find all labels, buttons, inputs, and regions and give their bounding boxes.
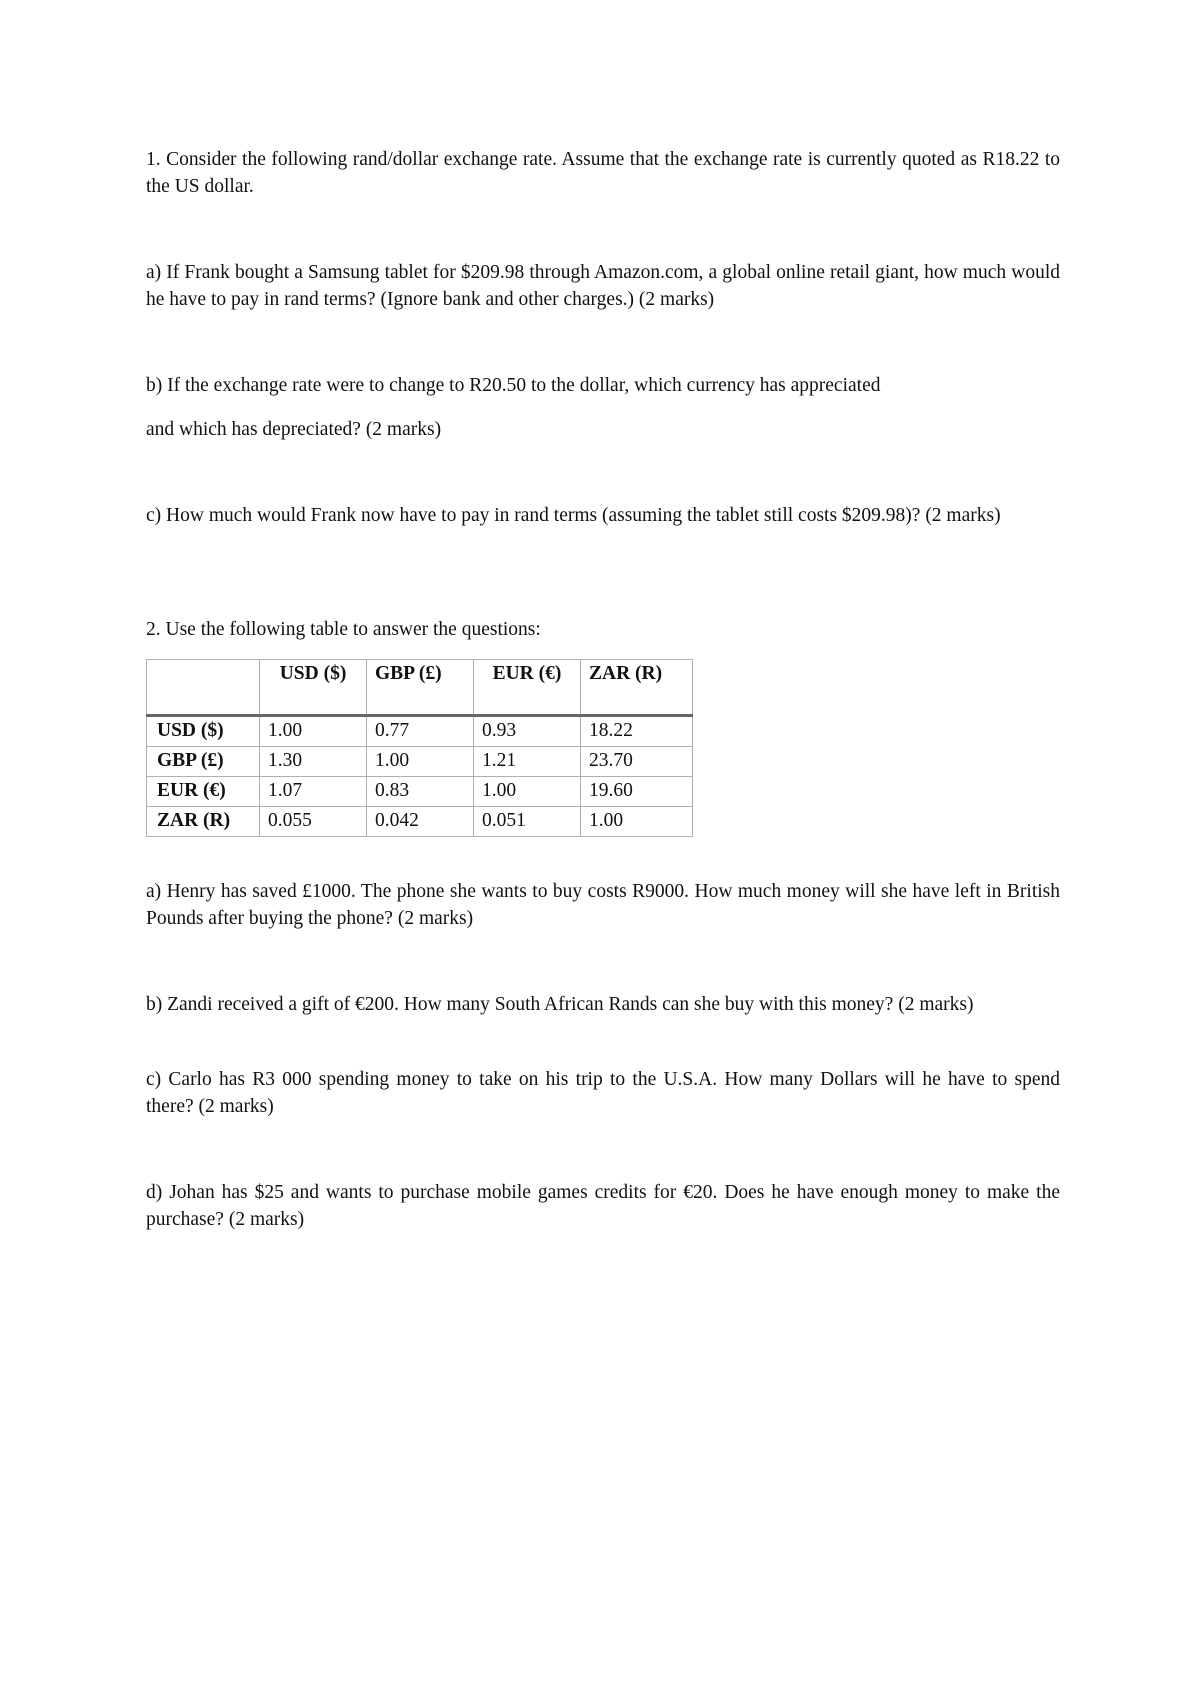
table-cell: 0.77 [367,716,474,747]
table-cell: 1.21 [474,747,581,777]
question-2c: c) Carlo has R3 000 spending money to take on his trip to the U.S.A. How many Dollars will he have to spend there? (2 marks) [146,1069,1060,1117]
table-cell: 1.00 [474,777,581,807]
table-cell: 0.042 [367,807,474,837]
table-cell: 1.07 [260,777,367,807]
table-cell: 18.22 [581,716,693,747]
table-cell: 0.051 [474,807,581,837]
table-corner-cell [147,660,260,716]
column-header-gbp: GBP (£) [367,660,474,716]
row-header-eur: EUR (€) [147,777,260,807]
table-cell: 0.83 [367,777,474,807]
question-2a: a) Henry has saved £1000. The phone she wants to buy costs R9000. How much money will she have left in British Pounds after buying the phone? (2 marks) [146,881,1060,929]
question-1-intro: 1. Consider the following rand/dollar exchange rate. Assume that the exchange rate is currently quoted as R18.22 to the US dollar. [146,149,1060,197]
table-cell: 1.00 [367,747,474,777]
question-1a: a) If Frank bought a Samsung tablet for $209.98 through Amazon.com, a global online retail giant, how much would he have to pay in rand terms? (Ignore bank and other charges.) (2 marks) [146,262,1060,310]
table-cell: 0.055 [260,807,367,837]
table-row [147,747,693,777]
question-2d: d) Johan has $25 and wants to purchase mobile games credits for €20. Does he have enough money to make the purchase? (2 marks) [146,1182,1060,1230]
table-row [147,716,693,747]
column-header-eur: EUR (€) [474,660,581,716]
row-header-zar: ZAR (R) [147,807,260,837]
table-row [147,777,693,807]
table-cell: 23.70 [581,747,693,777]
table-cell: 1.30 [260,747,367,777]
table-cell: 1.00 [581,807,693,837]
question-1b-line-1: b) If the exchange rate were to change to R20.50 to the dollar, which currency has appreciated [146,375,881,396]
exchange-rate-table [146,659,693,837]
question-1c: c) How much would Frank now have to pay in rand terms (assuming the tablet still costs $209.98)? (2 marks) [146,505,1001,526]
column-header-usd: USD ($) [260,660,367,716]
question-2b: b) Zandi received a gift of €200. How many South African Rands can she buy with this money? (2 marks) [146,994,974,1015]
row-header-usd: USD ($) [147,716,260,747]
column-header-zar: ZAR (R) [581,660,693,716]
table-cell: 19.60 [581,777,693,807]
question-1b-line-2: and which has depreciated? (2 marks) [146,419,442,440]
table-cell: 0.93 [474,716,581,747]
question-2-intro: 2. Use the following table to answer the questions: [146,619,541,640]
table-cell: 1.00 [260,716,367,747]
row-header-gbp: GBP (£) [147,747,260,777]
table-header-row [147,660,693,716]
table-row [147,807,693,837]
